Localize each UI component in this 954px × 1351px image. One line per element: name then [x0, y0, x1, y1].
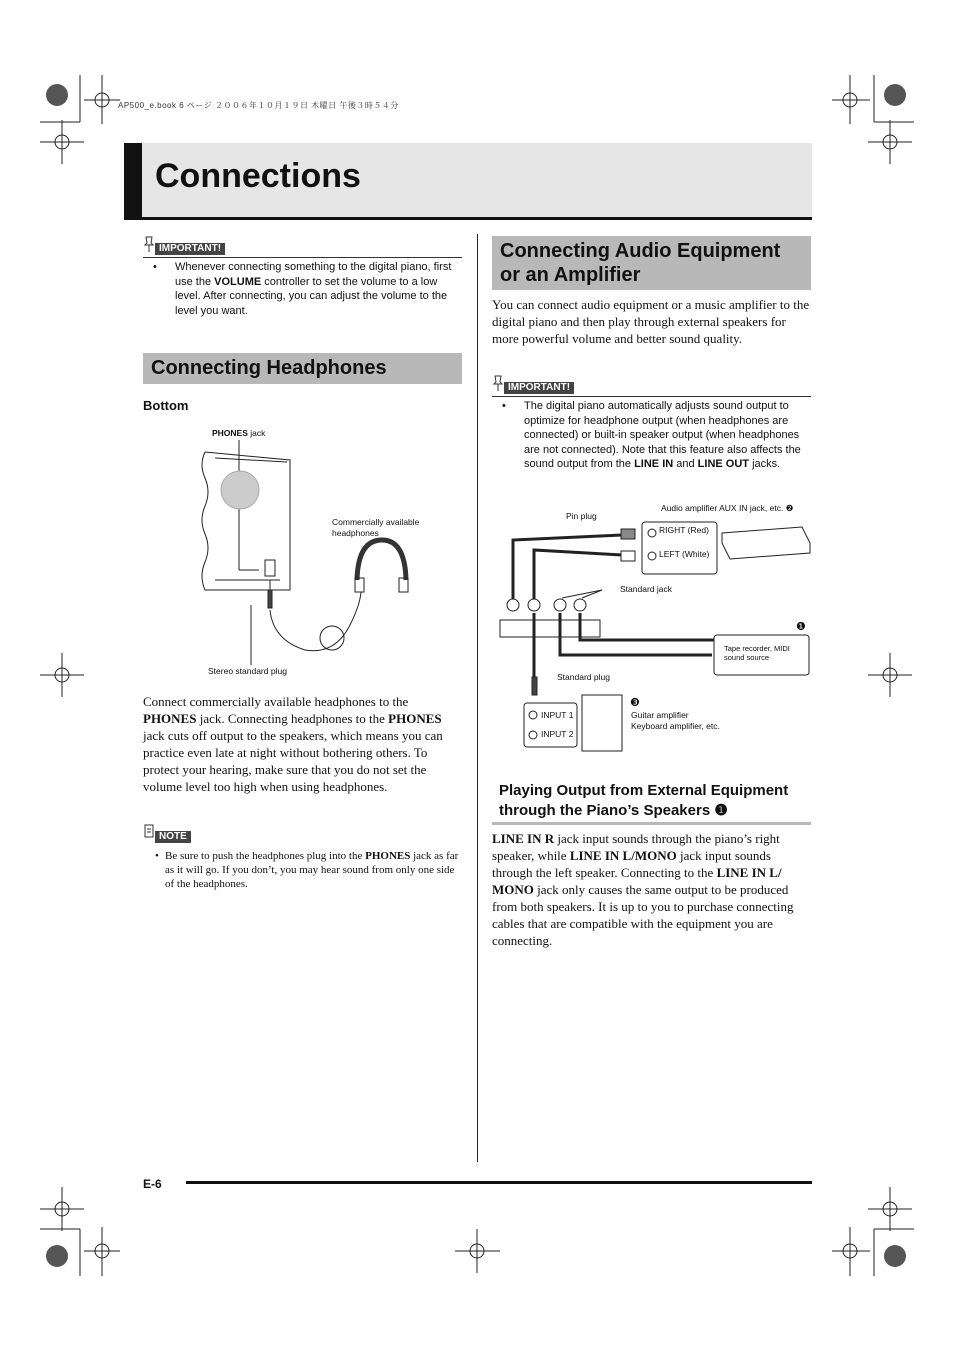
bullet: • — [153, 261, 157, 273]
input-1-label: INPUT 1 — [541, 710, 574, 720]
footer-rule — [186, 1181, 812, 1184]
subsection-title: Playing Output from External Equipment through the Piano’s Speakers ❶ — [499, 782, 789, 819]
page-number: E-6 — [143, 1177, 162, 1191]
input-2-label: INPUT 2 — [541, 729, 574, 739]
guitar-amp-label: Guitar amplifier — [631, 710, 689, 720]
title-accent-block — [124, 143, 142, 220]
important-header-left — [143, 241, 462, 258]
standard-plug-label: Standard plug — [557, 672, 610, 682]
important-text: Whenever connecting something to the digital piano, first use the — [175, 261, 452, 288]
column-divider — [477, 234, 478, 1162]
marker-1: ❶ — [714, 802, 728, 819]
right-red-label: RIGHT (Red) — [659, 525, 709, 535]
aux-label: Audio amplifier AUX IN jack, etc. ❷ — [661, 503, 794, 513]
note-header — [143, 829, 462, 844]
plug-label: Stereo standard plug — [208, 666, 287, 676]
important-note-left — [153, 260, 463, 318]
important-badge: IMPORTANT! — [504, 382, 574, 394]
audio-intro-paragraph: You can connect audio equipment or a music amplifier to the digital piano and then play through external speakers for more powerful volume and better sound quality. — [492, 297, 810, 346]
print-metadata: AP500_e.book 6 ページ ２００６年１０月１９日 木曜日 午後３時５４分 — [118, 101, 399, 110]
important-bold: VOLUME — [214, 275, 262, 288]
pin-icon — [492, 374, 504, 392]
section-title-audio: Connecting Audio Equipment or an Amplifier — [492, 236, 811, 290]
keyboard-amp-label: Keyboard amplifier, etc. — [631, 721, 720, 731]
title-bar — [124, 143, 812, 220]
tape-label: Tape recorder, MIDI sound source — [724, 644, 790, 662]
headphones-label: Commercially available headphones — [332, 517, 420, 538]
subsection-rule — [492, 822, 811, 825]
bottom-label: Bottom — [143, 398, 189, 413]
section-title-headphones: Connecting Headphones — [143, 353, 462, 384]
marker-3: ❸ — [630, 697, 640, 709]
page-title: Connections — [155, 157, 361, 195]
standard-jack-label: Standard jack — [620, 584, 672, 594]
marker-1: ❶ — [796, 621, 806, 633]
important-note-right: • The digital piano automatically adjusts sound output to optimize for headphone output (when headphones are connected) or built-in speaker output (when headphones are not connected). Note that this feature also affects the sound output from the LINE IN and LINE OUT jacks. — [502, 400, 801, 470]
note-badge: NOTE — [155, 831, 191, 843]
important-badge: IMPORTANT! — [155, 243, 225, 255]
pin-icon — [143, 235, 155, 253]
headphones-diagram — [195, 420, 465, 682]
pin-plug-label: Pin plug — [566, 511, 597, 521]
note-text: • Be sure to push the headphones plug into the PHONES jack as far as it will go. If you don’t, you may hear sound from only one side of the headphones. — [155, 850, 459, 890]
left-white-label: LEFT (White) — [659, 549, 710, 559]
phones-jack-label: PHONES jack — [212, 428, 266, 438]
bullet: • — [502, 400, 506, 412]
bullet: • — [155, 850, 159, 862]
headphones-paragraph: Connect commercially available headphones to the PHONES jack. Connecting headphones to the PHONES jack cuts off output to the speakers, which means you can practice even late at night without bothering others. To protect your hearing, make sure that you do not set the volume level too high when using headphones. — [143, 694, 443, 794]
important-header-right — [492, 380, 811, 397]
line-in-paragraph: LINE IN R jack input sounds through the piano’s right speaker, while LINE IN L/MONO jack input sounds through the left speaker. Connecting to the LINE IN L/ MONO jack only causes the same output to be produced from both speakers. It is up to you to purchase connecting cables that are compatible with the equipment you are connecting. — [492, 831, 794, 948]
piano-headphones-illustration — [195, 420, 465, 682]
audio-connection-diagram — [492, 495, 812, 765]
note-icon — [143, 823, 155, 841]
important-text: controller to set the volume to a low level. After connecting, you can adjust the volume to the level you want. — [175, 275, 448, 317]
marker-2: ❷ — [785, 503, 794, 513]
